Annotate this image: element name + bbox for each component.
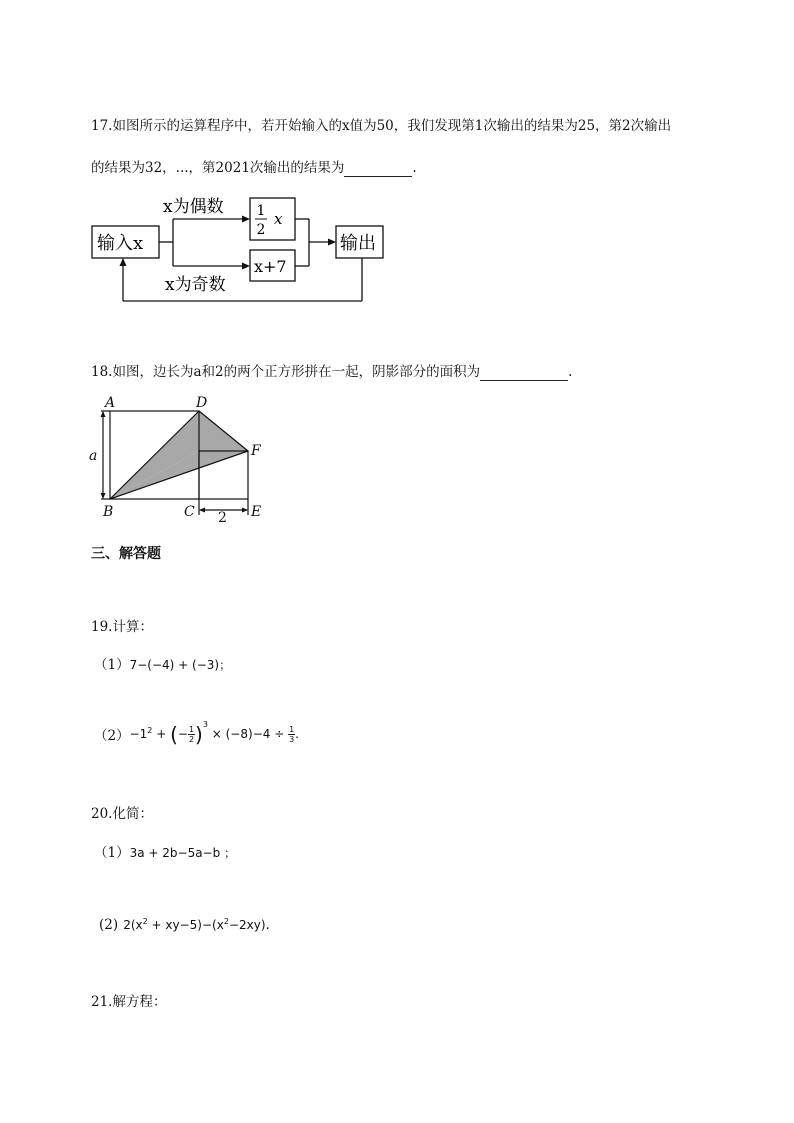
- frac-var: x: [274, 210, 283, 228]
- q20-part1: [94, 841, 236, 861]
- q20-p2-a: 2(x: [123, 918, 143, 932]
- q17-end: .: [412, 160, 417, 176]
- q19-p2-sup2: 3: [202, 719, 208, 729]
- even-label: x为偶数: [163, 197, 224, 217]
- q19-p2-part3: × (−8)−4 ÷: [207, 726, 289, 741]
- q17-flowchart: [85, 190, 395, 308]
- q19-part1: [94, 653, 231, 673]
- q18-end: .: [568, 364, 573, 380]
- q19-p2-part1: −1: [129, 726, 148, 741]
- q19-p2-end: .: [295, 726, 299, 741]
- label-side-2: 2: [218, 510, 227, 524]
- frac-den: 2: [256, 222, 266, 238]
- q20-part2: [99, 914, 270, 933]
- q17-line1: 17.如图所示的运算程序中，若开始输入的x值为50，我们发现第1次输出的结果为25，第2次输出: [91, 118, 672, 134]
- q19-p1-expr: 7−(−4) + (−3)；: [129, 658, 232, 672]
- q20-p2-sup1: 2: [142, 917, 148, 926]
- q20-p1-label: （1）: [94, 845, 130, 861]
- q18-line: 18.如图，边长为a和2的两个正方形拼在一起，阴影部分的面积为: [91, 364, 481, 380]
- q20-p2-label: (2): [99, 917, 119, 933]
- q18-figure: [85, 392, 275, 524]
- q20-p2-sup2: 2: [223, 917, 229, 926]
- q18-text: [91, 360, 572, 381]
- label-E: E: [251, 504, 262, 520]
- label-D: D: [196, 395, 208, 411]
- label-B: B: [103, 504, 114, 520]
- section3-title: 三、解答题: [91, 546, 161, 562]
- label-C: C: [184, 504, 195, 520]
- q19-p2-label: （2）: [94, 728, 130, 744]
- frac-num: 1: [256, 203, 266, 219]
- output-label: 输出: [340, 233, 376, 254]
- label-side-a: a: [89, 448, 98, 464]
- q19-p2-sup1: 2: [147, 725, 153, 735]
- q19-title: 19.计算：: [91, 619, 153, 635]
- q21-title: 21.解方程：: [91, 994, 167, 1010]
- q20-title: 20.化简：: [91, 806, 153, 822]
- q19-p2-part2: +: [152, 726, 171, 741]
- odd-label: x为奇数: [165, 275, 226, 295]
- q19-part2: $(2)-1^2$ + (− $\frac{1}{2}$ )$^3$ × (−8)−4 ÷ $\frac{1}{3}$ .: [94, 719, 299, 746]
- q20-p2-end: .: [265, 917, 270, 933]
- input-label: 输入x: [97, 233, 144, 254]
- odd-expr: x+7: [254, 257, 287, 276]
- q19-p1-label: （1）: [94, 657, 130, 673]
- q20-p2-c: −2xy): [228, 918, 266, 932]
- q20-p1-expr: 3a + 2b−5a−b ；: [129, 846, 237, 860]
- q17-line2: [91, 156, 417, 177]
- label-A: A: [105, 395, 116, 411]
- q20-p2-b: + xy−5)−(x: [147, 918, 224, 932]
- q19-p2-frac1: $\frac{1}{2}$: [188, 724, 195, 744]
- answer-blank-18[interactable]: [480, 364, 568, 381]
- answer-blank-17[interactable]: [344, 160, 412, 177]
- q19-p2-sign: −: [177, 726, 188, 741]
- label-F: F: [251, 443, 261, 459]
- q17-line2-text: 的结果为32，...，第2021次输出的结果为: [91, 160, 345, 176]
- q19-p2-frac2: $\frac{1}{3}$: [289, 724, 295, 744]
